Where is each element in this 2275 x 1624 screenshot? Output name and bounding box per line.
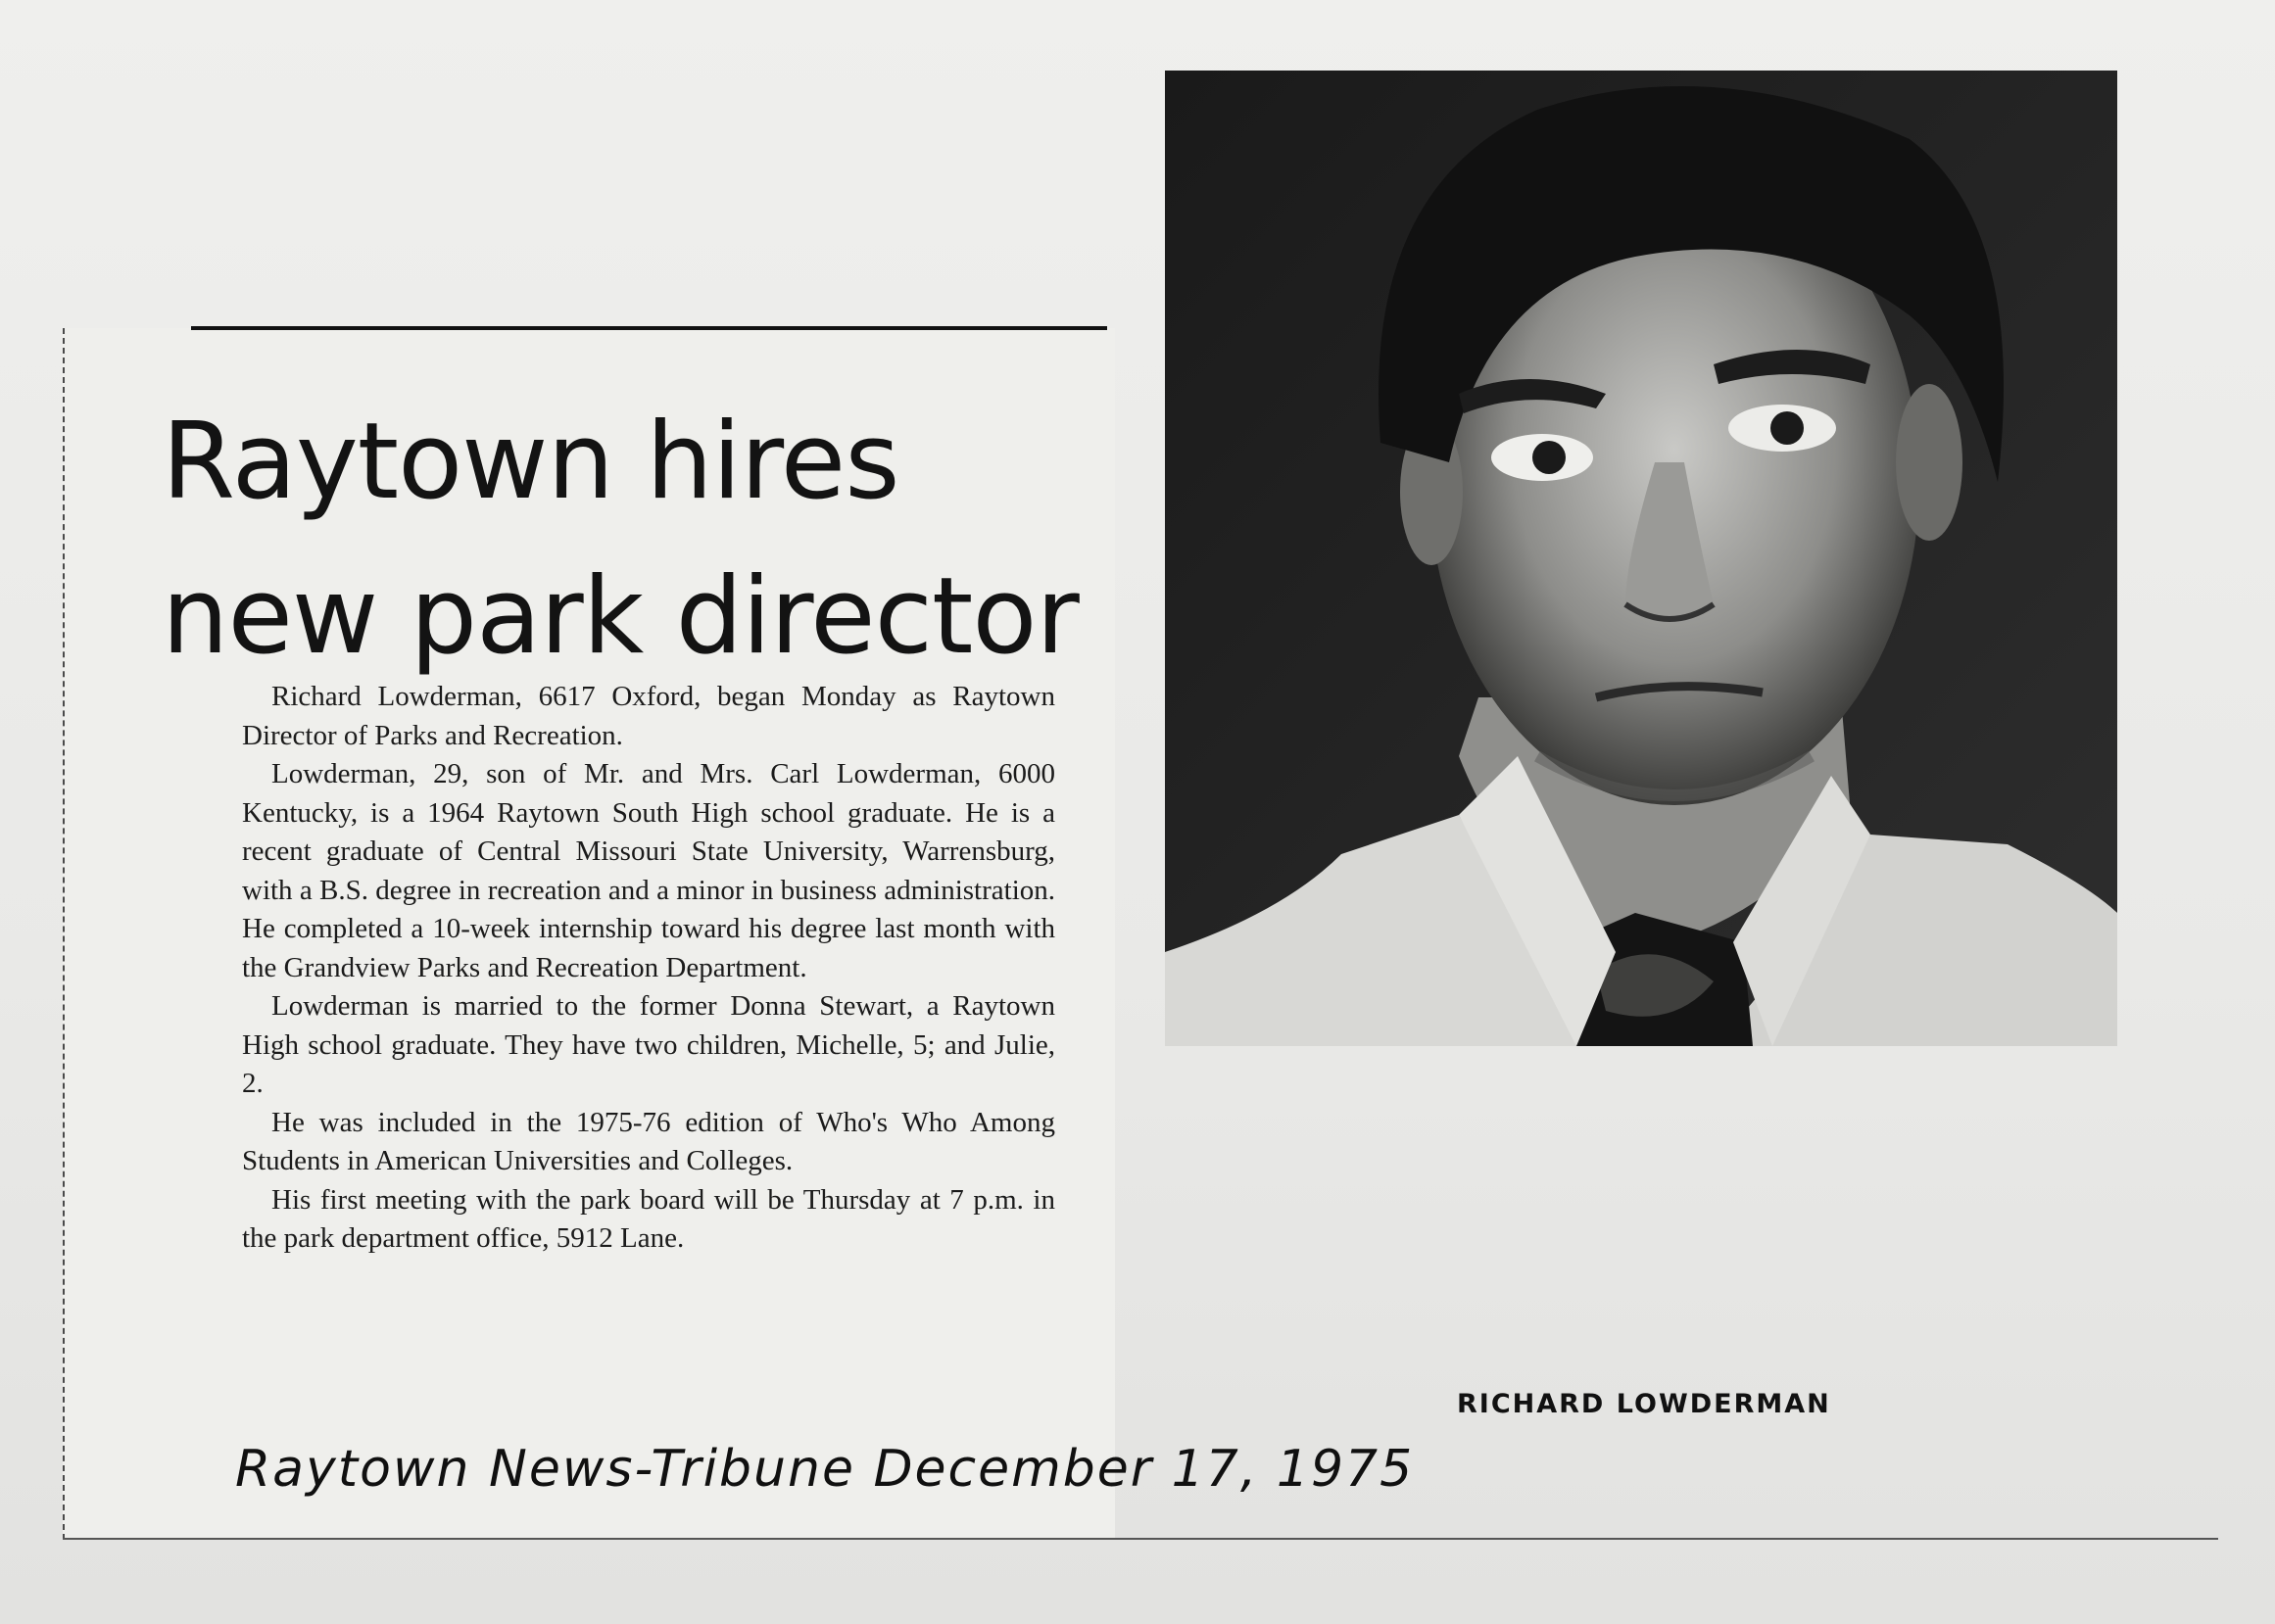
paragraph-1: Richard Lowderman, 6617 Oxford, began Monday as Raytown Director of Parks and Recreation. (242, 681, 1055, 751)
bottom-rule-divider (63, 1538, 2218, 1540)
headline-line-2: new park director (162, 555, 1079, 678)
paragraph-5: His first meeting with the park board will be Thursday at 7 p.m. in the park department office, 5912 Lane. (242, 1183, 1055, 1254)
paragraph-4: He was included in the 1975-76 edition of Who's Who Among Students in American Universities and Colleges. (242, 1106, 1055, 1176)
headline-line-1: Raytown hires (162, 401, 899, 523)
handwritten-source-note: Raytown News-Tribune December 17, 1975 (235, 1440, 1415, 1499)
photo-caption: RICHARD LOWDERMAN (1457, 1389, 1831, 1419)
portrait-illustration (1165, 71, 2117, 1046)
top-rule-divider (191, 326, 1107, 330)
paragraph-3: Lowderman is married to the former Donna Stewart, a Raytown High school graduate. They have two children, Michelle, 5; and Julie, 2. (242, 990, 1055, 1099)
headline (162, 385, 1132, 694)
paragraph-2: Lowderman, 29, son of Mr. and Mrs. Carl Lowderman, 6000 Kentucky, is a 1964 Raytown South High school graduate. He is a recent graduate of Central Missouri State University, Warrensburg, with a B.S. degree in recreation and a minor in business administration. He completed a 10-week internship toward his degree last month with the Grandview Parks and Recreation Department. (242, 758, 1055, 983)
portrait-photo (1165, 71, 2117, 1046)
article-body (242, 678, 1055, 1259)
